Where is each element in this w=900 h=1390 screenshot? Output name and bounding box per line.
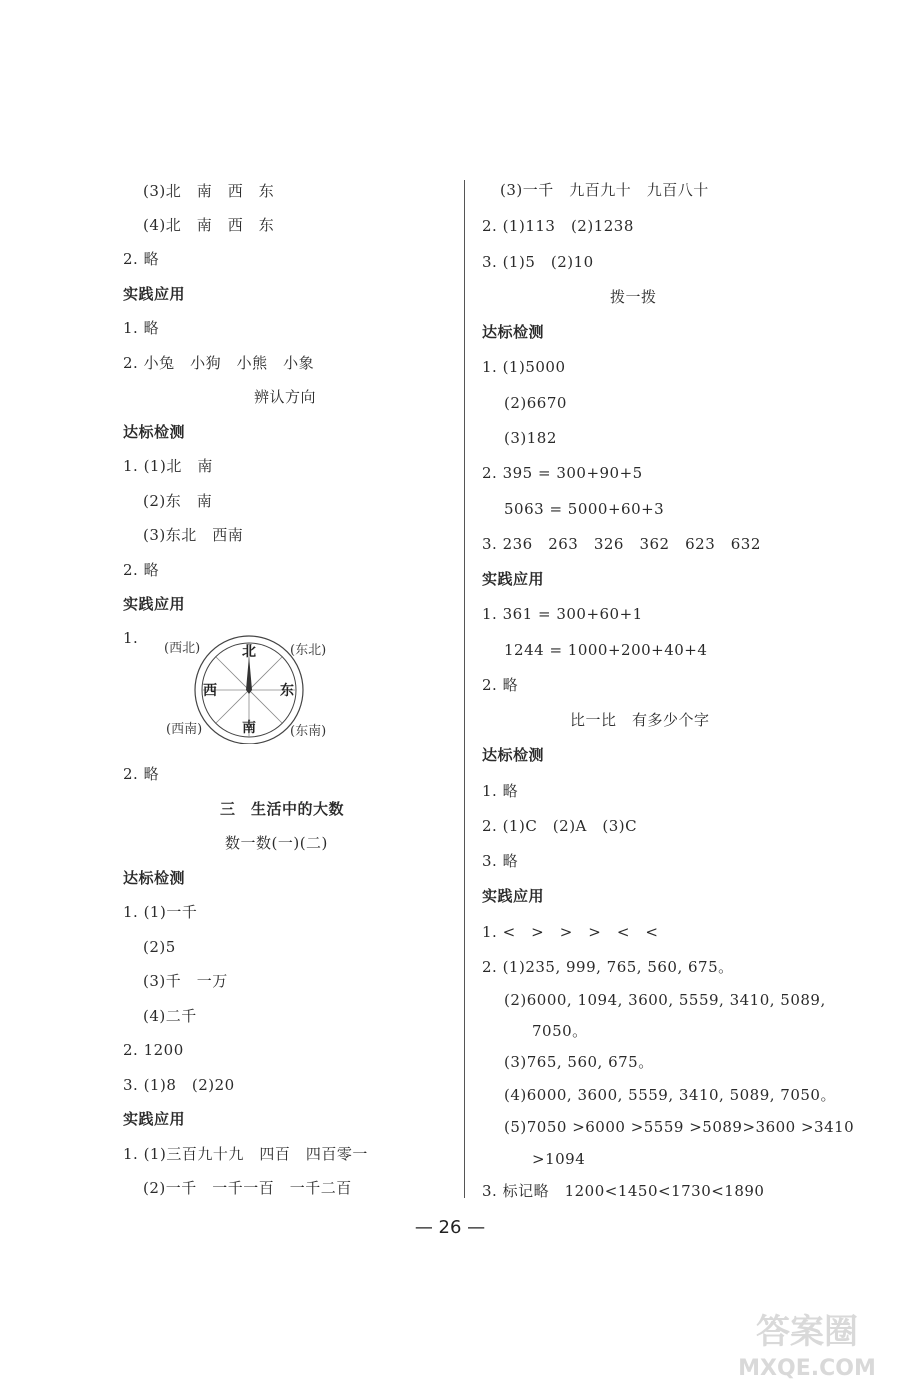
right-line: 1. (1)5000 xyxy=(482,358,566,376)
right-line: 达标检测 xyxy=(482,323,545,341)
right-line: 2. 395 = 300+90+5 xyxy=(482,464,643,482)
right-line: 7050。 xyxy=(532,1022,588,1040)
compass-east: 东 xyxy=(280,683,294,699)
left-line: 辨认方向 xyxy=(254,388,317,406)
right-line: 2. 略 xyxy=(482,676,519,694)
left-line: 1. (1)三百九十九 四百 四百零一 xyxy=(123,1145,368,1163)
right-line: 拨一拨 xyxy=(610,288,657,306)
watermark-top: 答案圈 xyxy=(756,1312,858,1352)
compass-west: 西 xyxy=(203,683,217,699)
right-line: 实践应用 xyxy=(482,887,545,905)
right-line: 2. (1)C (2)A (3)C xyxy=(482,817,638,835)
compass-diagram xyxy=(160,634,340,744)
right-line: 比一比 有多少个字 xyxy=(570,711,710,729)
left-line: (3)东北 西南 xyxy=(143,526,244,544)
right-line: (4)6000, 3600, 5559, 3410, 5089, 7050。 xyxy=(504,1086,836,1104)
left-line: 数一数(一)(二) xyxy=(225,834,328,852)
right-line: 实践应用 xyxy=(482,570,545,588)
left-line: 1. 略 xyxy=(123,319,160,337)
column-divider xyxy=(464,180,465,1198)
right-line: 2. (1)113 (2)1238 xyxy=(482,217,634,235)
left-line: 2. 略 xyxy=(123,250,160,268)
left-line: (4)二千 xyxy=(143,1007,197,1025)
right-line: (3)765, 560, 675。 xyxy=(504,1053,654,1071)
left-line: 达标检测 xyxy=(123,869,186,887)
left-line: 1. (1)北 南 xyxy=(123,457,213,475)
compass-northwest: (西北) xyxy=(164,641,201,656)
right-line: (3)182 xyxy=(504,429,557,447)
left-line: (2)一千 一千一百 一千二百 xyxy=(143,1179,352,1197)
right-line: 1. 略 xyxy=(482,782,519,800)
right-line: 1244 = 1000+200+40+4 xyxy=(504,641,708,659)
right-line: 1. < > > > < < xyxy=(482,923,659,941)
right-line: 3. 略 xyxy=(482,852,519,870)
watermark-logo xyxy=(725,1307,890,1382)
left-line: 实践应用 xyxy=(123,285,186,303)
left-line: 1. xyxy=(123,629,139,647)
left-line: 3. (1)8 (2)20 xyxy=(123,1076,235,1094)
right-line: 达标检测 xyxy=(482,746,545,764)
right-line: 2. (1)235, 999, 765, 560, 675。 xyxy=(482,958,734,976)
left-line: (2)东 南 xyxy=(143,492,213,510)
left-line: (2)5 xyxy=(143,938,176,956)
right-line: >1094 xyxy=(532,1150,586,1168)
compass-southwest: (西南) xyxy=(166,722,203,737)
page-number: — 26 — xyxy=(414,1217,486,1238)
right-line: 5063 = 5000+60+3 xyxy=(504,500,665,518)
right-line: 3. 标记略 1200<1450<1730<1890 xyxy=(482,1182,765,1200)
left-line: 三 生活中的大数 xyxy=(220,800,345,818)
right-line: 3. (1)5 (2)10 xyxy=(482,253,594,271)
compass-southeast: (东南) xyxy=(290,724,327,739)
left-line: 2. 1200 xyxy=(123,1041,184,1059)
left-line: 达标检测 xyxy=(123,423,186,441)
left-line: 实践应用 xyxy=(123,595,186,613)
right-line: 1. 361 = 300+60+1 xyxy=(482,605,643,623)
left-line: (3)千 一万 xyxy=(143,972,228,990)
left-line: 实践应用 xyxy=(123,1110,186,1128)
right-line: (3)一千 九百九十 九百八十 xyxy=(500,181,709,199)
right-line: (5)7050 >6000 >5559 >5089>3600 >3410 xyxy=(504,1118,855,1136)
compass-northeast: (东北) xyxy=(290,643,327,658)
left-line: 1. (1)一千 xyxy=(123,903,198,921)
right-line: (2)6670 xyxy=(504,394,567,412)
left-line: 2. 略 xyxy=(123,765,160,783)
left-line: 2. 略 xyxy=(123,561,160,579)
compass-center xyxy=(247,688,251,692)
right-line: 3. 236 263 326 362 623 632 xyxy=(482,535,761,553)
left-line: (4)北 南 西 东 xyxy=(143,216,275,234)
left-line: (3)北 南 西 东 xyxy=(143,182,275,200)
left-line: 2. 小兔 小狗 小熊 小象 xyxy=(123,354,315,372)
right-line: (2)6000, 1094, 3600, 5559, 3410, 5089, xyxy=(504,991,826,1009)
watermark-bottom: MXQE.COM xyxy=(738,1356,876,1381)
compass-north: 北 xyxy=(242,644,256,660)
compass-south: 南 xyxy=(242,720,256,736)
